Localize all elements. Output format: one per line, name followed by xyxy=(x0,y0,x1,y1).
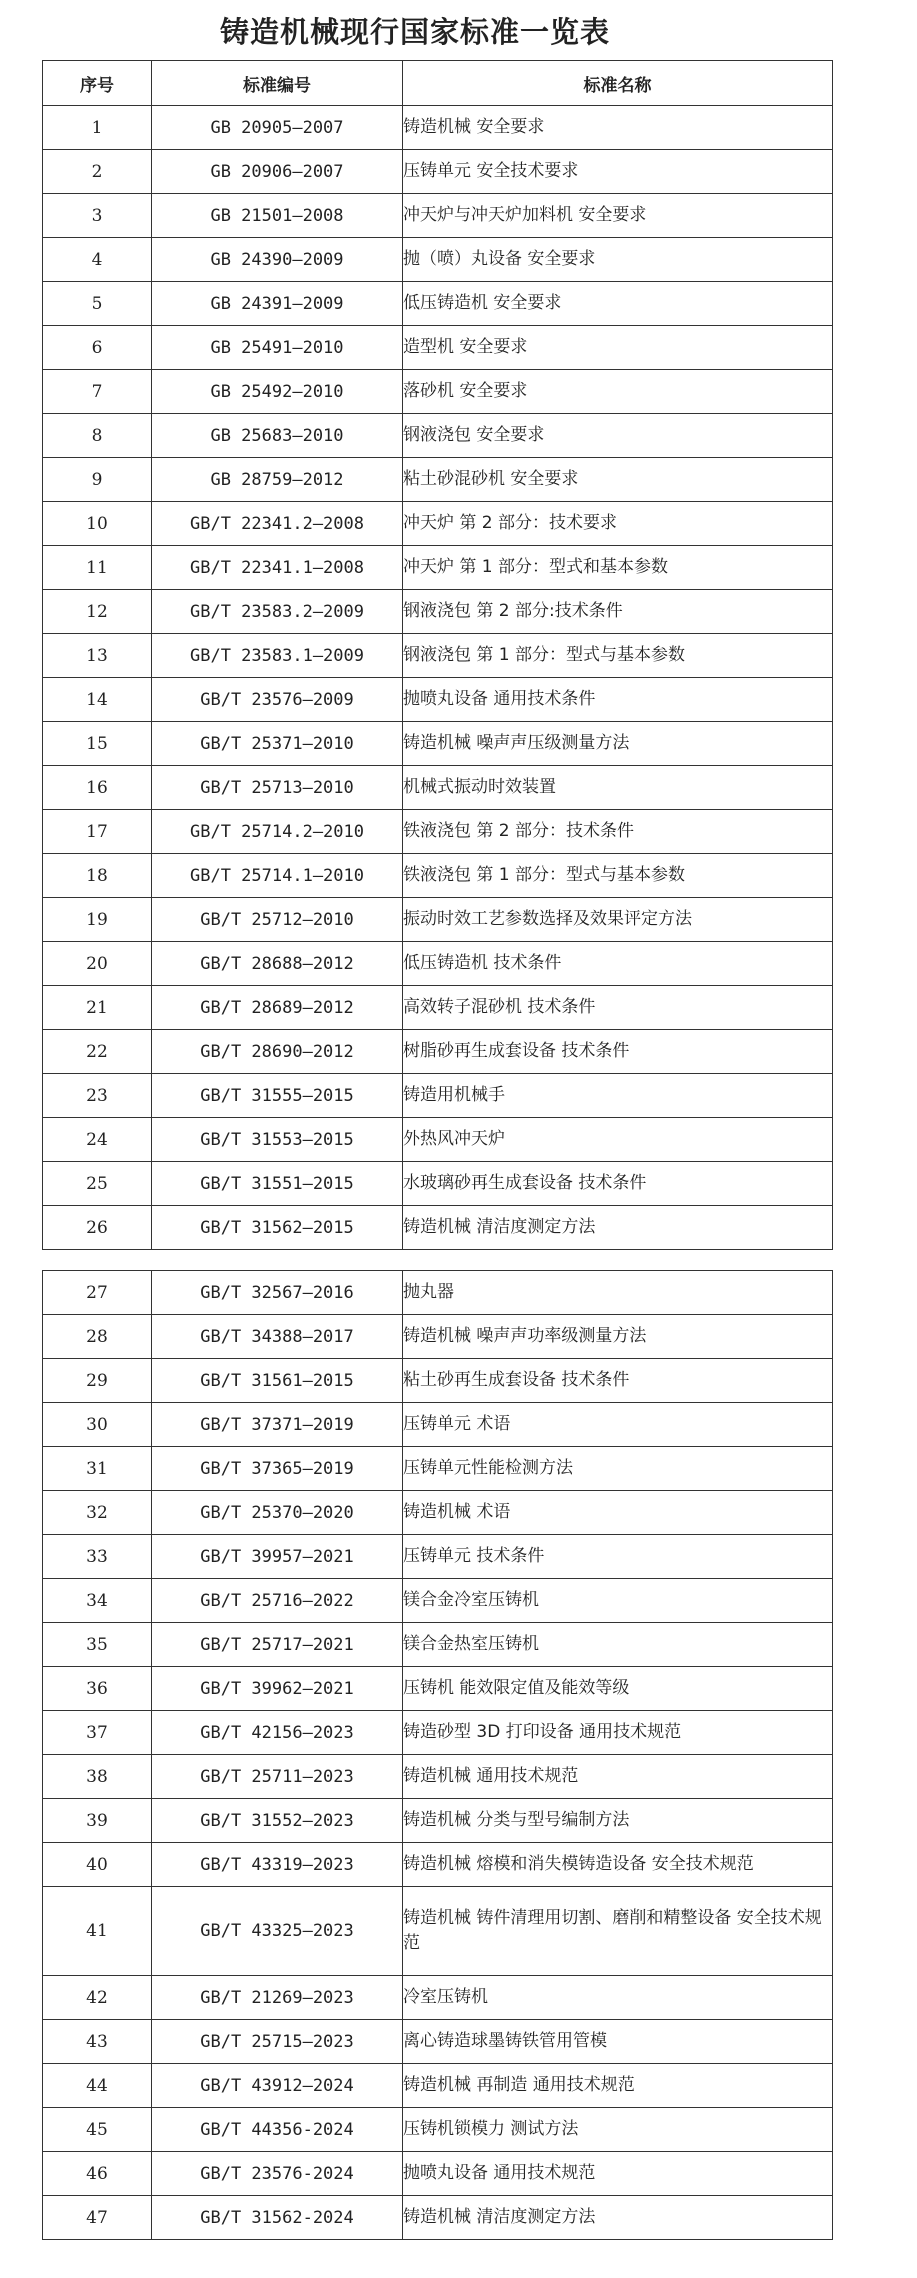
table-row xyxy=(43,1535,833,1579)
cell-standard-name: 抛喷丸设备 通用技术条件 xyxy=(403,678,833,722)
header-standard-code: 标准编号 xyxy=(152,61,403,106)
cell-serial-number: 35 xyxy=(43,1623,152,1667)
standards-table-part-2 xyxy=(42,1270,833,2240)
table-row xyxy=(43,722,833,766)
cell-serial-number: 42 xyxy=(43,1976,152,2020)
cell-serial-number: 15 xyxy=(43,722,152,766)
cell-standard-name: 冲天炉 第 1 部分：型式和基本参数 xyxy=(403,546,833,590)
cell-standard-name: 高效转子混砂机 技术条件 xyxy=(403,986,833,1030)
cell-standard-code: GB/T 25713—2010 xyxy=(152,766,403,810)
cell-serial-number: 41 xyxy=(43,1887,152,1976)
table-row xyxy=(43,2152,833,2196)
table-row xyxy=(43,1623,833,1667)
cell-standard-name: 铁液浇包 第 1 部分：型式与基本参数 xyxy=(403,854,833,898)
cell-standard-code: GB/T 31555—2015 xyxy=(152,1074,403,1118)
table-row xyxy=(43,2064,833,2108)
cell-standard-code: GB/T 25371—2010 xyxy=(152,722,403,766)
cell-serial-number: 24 xyxy=(43,1118,152,1162)
table-row xyxy=(43,1887,833,1976)
cell-standard-code: GB/T 25714.2—2010 xyxy=(152,810,403,854)
cell-serial-number: 23 xyxy=(43,1074,152,1118)
cell-serial-number: 9 xyxy=(43,458,152,502)
cell-serial-number: 37 xyxy=(43,1711,152,1755)
cell-serial-number: 11 xyxy=(43,546,152,590)
table-header-row xyxy=(43,61,833,106)
table-body-part-1 xyxy=(43,106,833,1250)
cell-serial-number: 40 xyxy=(43,1843,152,1887)
cell-standard-code: GB 25491—2010 xyxy=(152,326,403,370)
table-row xyxy=(43,1447,833,1491)
cell-standard-name: 振动时效工艺参数选择及效果评定方法 xyxy=(403,898,833,942)
cell-standard-code: GB/T 43325—2023 xyxy=(152,1887,403,1976)
cell-standard-name: 低压铸造机 技术条件 xyxy=(403,942,833,986)
cell-standard-code: GB/T 42156—2023 xyxy=(152,1711,403,1755)
cell-serial-number: 45 xyxy=(43,2108,152,2152)
cell-serial-number: 12 xyxy=(43,590,152,634)
cell-serial-number: 29 xyxy=(43,1359,152,1403)
cell-standard-code: GB 20905—2007 xyxy=(152,106,403,150)
cell-standard-name: 落砂机 安全要求 xyxy=(403,370,833,414)
table-row xyxy=(43,458,833,502)
cell-standard-name: 铸造机械 再制造 通用技术规范 xyxy=(403,2064,833,2108)
cell-standard-code: GB/T 28688—2012 xyxy=(152,942,403,986)
cell-standard-name: 钢液浇包 安全要求 xyxy=(403,414,833,458)
cell-standard-code: GB 25683—2010 xyxy=(152,414,403,458)
cell-standard-name: 钢液浇包 第 1 部分：型式与基本参数 xyxy=(403,634,833,678)
cell-standard-code: GB/T 25715—2023 xyxy=(152,2020,403,2064)
cell-serial-number: 39 xyxy=(43,1799,152,1843)
table-row xyxy=(43,370,833,414)
cell-standard-name: 铸造机械 清洁度测定方法 xyxy=(403,1206,833,1250)
table-row xyxy=(43,1843,833,1887)
cell-serial-number: 28 xyxy=(43,1315,152,1359)
cell-standard-name: 压铸机 能效限定值及能效等级 xyxy=(403,1667,833,1711)
table-row xyxy=(43,1359,833,1403)
table-row xyxy=(43,546,833,590)
cell-serial-number: 1 xyxy=(43,106,152,150)
cell-serial-number: 18 xyxy=(43,854,152,898)
cell-serial-number: 7 xyxy=(43,370,152,414)
table-body-part-2 xyxy=(43,1271,833,2240)
cell-standard-name: 离心铸造球墨铸铁管用管模 xyxy=(403,2020,833,2064)
table-row xyxy=(43,1074,833,1118)
cell-standard-name: 机械式振动时效装置 xyxy=(403,766,833,810)
page-title: 铸造机械现行国家标准一览表 xyxy=(219,15,610,49)
cell-standard-name: 压铸单元 术语 xyxy=(403,1403,833,1447)
cell-standard-name: 铸造机械 噪声声压级测量方法 xyxy=(403,722,833,766)
table-row xyxy=(43,766,833,810)
cell-serial-number: 17 xyxy=(43,810,152,854)
cell-serial-number: 25 xyxy=(43,1162,152,1206)
table-row xyxy=(43,1976,833,2020)
cell-standard-name: 铸造机械 分类与型号编制方法 xyxy=(403,1799,833,1843)
table-row xyxy=(43,1315,833,1359)
cell-standard-code: GB/T 32567—2016 xyxy=(152,1271,403,1315)
cell-standard-code: GB/T 23583.2—2009 xyxy=(152,590,403,634)
cell-standard-name: 造型机 安全要求 xyxy=(403,326,833,370)
cell-serial-number: 31 xyxy=(43,1447,152,1491)
table-row xyxy=(43,502,833,546)
table-row xyxy=(43,194,833,238)
cell-serial-number: 2 xyxy=(43,150,152,194)
cell-standard-name: 压铸单元 安全技术要求 xyxy=(403,150,833,194)
table-row xyxy=(43,2196,833,2240)
cell-standard-code: GB/T 21269—2023 xyxy=(152,1976,403,2020)
cell-standard-code: GB/T 43319—2023 xyxy=(152,1843,403,1887)
cell-standard-code: GB 25492—2010 xyxy=(152,370,403,414)
cell-serial-number: 26 xyxy=(43,1206,152,1250)
table-row xyxy=(43,986,833,1030)
cell-standard-code: GB/T 23576—2009 xyxy=(152,678,403,722)
cell-standard-code: GB/T 39962—2021 xyxy=(152,1667,403,1711)
cell-standard-code: GB/T 34388—2017 xyxy=(152,1315,403,1359)
cell-serial-number: 27 xyxy=(43,1271,152,1315)
table-row xyxy=(43,898,833,942)
cell-standard-code: GB/T 31561—2015 xyxy=(152,1359,403,1403)
cell-serial-number: 43 xyxy=(43,2020,152,2064)
cell-standard-code: GB/T 23576-2024 xyxy=(152,2152,403,2196)
cell-serial-number: 38 xyxy=(43,1755,152,1799)
cell-standard-name: 低压铸造机 安全要求 xyxy=(403,282,833,326)
table-row xyxy=(43,282,833,326)
cell-standard-code: GB/T 31552—2023 xyxy=(152,1799,403,1843)
cell-standard-code: GB/T 22341.2—2008 xyxy=(152,502,403,546)
table-row xyxy=(43,1711,833,1755)
cell-serial-number: 33 xyxy=(43,1535,152,1579)
table-row xyxy=(43,1030,833,1074)
cell-serial-number: 5 xyxy=(43,282,152,326)
cell-standard-code: GB/T 25711—2023 xyxy=(152,1755,403,1799)
cell-serial-number: 32 xyxy=(43,1491,152,1535)
cell-standard-code: GB 21501—2008 xyxy=(152,194,403,238)
cell-standard-code: GB 28759—2012 xyxy=(152,458,403,502)
cell-standard-name: 压铸机锁模力 测试方法 xyxy=(403,2108,833,2152)
cell-serial-number: 22 xyxy=(43,1030,152,1074)
cell-standard-name: 钢液浇包 第 2 部分:技术条件 xyxy=(403,590,833,634)
cell-standard-name: 抛丸器 xyxy=(403,1271,833,1315)
table-row xyxy=(43,1755,833,1799)
cell-standard-code: GB/T 22341.1—2008 xyxy=(152,546,403,590)
cell-standard-name: 抛喷丸设备 通用技术规范 xyxy=(403,2152,833,2196)
cell-standard-name: 铸造机械 安全要求 xyxy=(403,106,833,150)
cell-standard-code: GB 24391—2009 xyxy=(152,282,403,326)
cell-standard-code: GB/T 43912—2024 xyxy=(152,2064,403,2108)
cell-standard-name: 铸造用机械手 xyxy=(403,1074,833,1118)
cell-standard-code: GB/T 25370—2020 xyxy=(152,1491,403,1535)
cell-serial-number: 47 xyxy=(43,2196,152,2240)
table-row xyxy=(43,854,833,898)
table-row xyxy=(43,1206,833,1250)
table-row xyxy=(43,1579,833,1623)
cell-standard-name: 镁合金冷室压铸机 xyxy=(403,1579,833,1623)
standards-table-part-1 xyxy=(42,60,833,1250)
cell-standard-code: GB/T 25716—2022 xyxy=(152,1579,403,1623)
table-row xyxy=(43,634,833,678)
cell-standard-name: 铸造砂型 3D 打印设备 通用技术规范 xyxy=(403,1711,833,1755)
cell-standard-name: 水玻璃砂再生成套设备 技术条件 xyxy=(403,1162,833,1206)
table-row xyxy=(43,590,833,634)
cell-standard-code: GB 20906—2007 xyxy=(152,150,403,194)
cell-standard-code: GB/T 28690—2012 xyxy=(152,1030,403,1074)
cell-standard-name: 树脂砂再生成套设备 技术条件 xyxy=(403,1030,833,1074)
table-row xyxy=(43,810,833,854)
cell-serial-number: 21 xyxy=(43,986,152,1030)
cell-serial-number: 13 xyxy=(43,634,152,678)
table-row xyxy=(43,942,833,986)
cell-serial-number: 20 xyxy=(43,942,152,986)
cell-standard-code: GB/T 25712—2010 xyxy=(152,898,403,942)
cell-serial-number: 16 xyxy=(43,766,152,810)
cell-standard-name: 抛（喷）丸设备 安全要求 xyxy=(403,238,833,282)
cell-serial-number: 6 xyxy=(43,326,152,370)
header-serial-number: 序号 xyxy=(43,61,152,106)
cell-standard-name: 冲天炉与冲天炉加料机 安全要求 xyxy=(403,194,833,238)
cell-serial-number: 44 xyxy=(43,2064,152,2108)
cell-standard-name: 铸造机械 通用技术规范 xyxy=(403,1755,833,1799)
cell-standard-name: 铸造机械 术语 xyxy=(403,1491,833,1535)
table-row xyxy=(43,1491,833,1535)
cell-standard-name: 铸造机械 铸件清理用切割、磨削和精整设备 安全技术规范 xyxy=(403,1887,833,1976)
cell-standard-code: GB/T 37365—2019 xyxy=(152,1447,403,1491)
cell-standard-name: 外热风冲天炉 xyxy=(403,1118,833,1162)
cell-standard-name: 镁合金热室压铸机 xyxy=(403,1623,833,1667)
header-standard-name: 标准名称 xyxy=(403,61,833,106)
table-row xyxy=(43,150,833,194)
cell-standard-code: GB/T 28689—2012 xyxy=(152,986,403,1030)
cell-standard-name: 冷室压铸机 xyxy=(403,1976,833,2020)
cell-standard-code: GB/T 37371—2019 xyxy=(152,1403,403,1447)
cell-standard-code: GB/T 31553—2015 xyxy=(152,1118,403,1162)
table-row xyxy=(43,678,833,722)
cell-standard-name: 铸造机械 清洁度测定方法 xyxy=(403,2196,833,2240)
cell-serial-number: 10 xyxy=(43,502,152,546)
cell-serial-number: 36 xyxy=(43,1667,152,1711)
cell-standard-code: GB/T 44356-2024 xyxy=(152,2108,403,2152)
cell-standard-name: 粘土砂再生成套设备 技术条件 xyxy=(403,1359,833,1403)
table-row xyxy=(43,238,833,282)
table-row xyxy=(43,1799,833,1843)
cell-standard-name: 粘土砂混砂机 安全要求 xyxy=(403,458,833,502)
table-row xyxy=(43,2020,833,2064)
cell-standard-code: GB/T 25714.1—2010 xyxy=(152,854,403,898)
cell-standard-name: 铸造机械 熔模和消失模铸造设备 安全技术规范 xyxy=(403,1843,833,1887)
cell-standard-code: GB/T 31562—2015 xyxy=(152,1206,403,1250)
table-row xyxy=(43,326,833,370)
cell-standard-code: GB 24390—2009 xyxy=(152,238,403,282)
table-row xyxy=(43,1118,833,1162)
cell-standard-code: GB/T 39957—2021 xyxy=(152,1535,403,1579)
cell-standard-name: 压铸单元性能检测方法 xyxy=(403,1447,833,1491)
cell-serial-number: 46 xyxy=(43,2152,152,2196)
table-row xyxy=(43,106,833,150)
cell-serial-number: 4 xyxy=(43,238,152,282)
table-row xyxy=(43,1162,833,1206)
table-row xyxy=(43,1667,833,1711)
cell-serial-number: 8 xyxy=(43,414,152,458)
table-row xyxy=(43,1403,833,1447)
cell-standard-code: GB/T 31562-2024 xyxy=(152,2196,403,2240)
cell-serial-number: 14 xyxy=(43,678,152,722)
cell-serial-number: 19 xyxy=(43,898,152,942)
table-row xyxy=(43,1271,833,1315)
cell-serial-number: 30 xyxy=(43,1403,152,1447)
cell-standard-name: 压铸单元 技术条件 xyxy=(403,1535,833,1579)
cell-serial-number: 34 xyxy=(43,1579,152,1623)
table-row xyxy=(43,414,833,458)
cell-standard-code: GB/T 31551—2015 xyxy=(152,1162,403,1206)
table-row xyxy=(43,2108,833,2152)
cell-standard-code: GB/T 23583.1—2009 xyxy=(152,634,403,678)
cell-standard-code: GB/T 25717—2021 xyxy=(152,1623,403,1667)
cell-standard-name: 冲天炉 第 2 部分：技术要求 xyxy=(403,502,833,546)
cell-standard-name: 铁液浇包 第 2 部分：技术条件 xyxy=(403,810,833,854)
cell-standard-name: 铸造机械 噪声声功率级测量方法 xyxy=(403,1315,833,1359)
cell-serial-number: 3 xyxy=(43,194,152,238)
